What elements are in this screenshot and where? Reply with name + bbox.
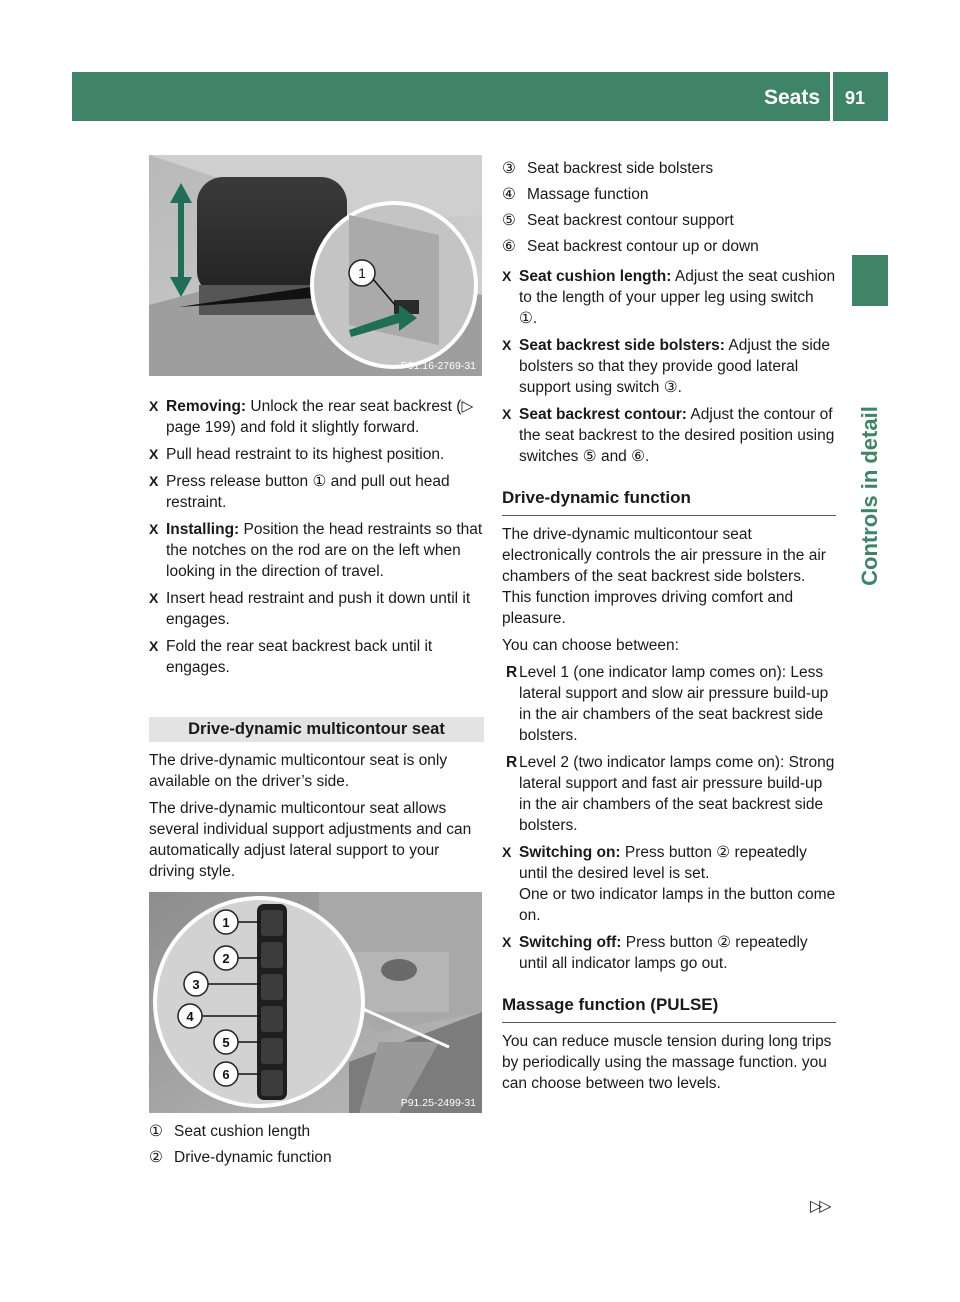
side-tab — [852, 255, 888, 306]
instruction-step — [502, 842, 836, 926]
legend-number: ⑥ — [502, 238, 516, 255]
step-label: Removing: — [166, 398, 247, 415]
seat-switch-illustration — [149, 892, 482, 1113]
legend-number: ① — [149, 1123, 163, 1140]
instruction-step — [149, 396, 484, 438]
instruction-step — [502, 404, 836, 467]
legend-list-left — [149, 1121, 484, 1173]
instruction-step — [502, 932, 836, 974]
head-restraint-illustration — [149, 155, 482, 376]
legend-item — [502, 184, 836, 205]
figure-caption: P91.16-2769-31 — [400, 360, 476, 372]
header-divider — [830, 72, 833, 121]
legend-text: Seat backrest contour up or down — [527, 238, 759, 255]
step-marker-icon: X — [149, 446, 159, 462]
step-text: Position the head restraints so that the notches on the rod are on the left when looking in the direction of travel. — [166, 521, 483, 580]
legend-number: ③ — [502, 160, 516, 177]
right-column — [502, 158, 836, 1100]
paragraph: The drive-dynamic multicontour seat is only available on the driver’s side. — [149, 752, 448, 790]
step-text: Insert head restraint and push it down until it engages. — [166, 590, 471, 628]
instruction-step — [149, 471, 484, 513]
legend-item — [149, 1147, 484, 1168]
legend-text: Seat backrest side bolsters — [527, 160, 714, 177]
bullet-icon: R — [506, 754, 518, 771]
step-marker-icon: X — [502, 406, 512, 422]
step-text: Pull head restraint to its highest position. — [166, 446, 445, 463]
left-column — [149, 396, 484, 684]
callout-1: 1 — [222, 915, 230, 930]
step-marker-icon: X — [502, 844, 512, 860]
paragraph: The drive-dynamic multicontour seat electronically controls the air pressure in the air chambers of the seat backrest side bolsters. This function improves driving comfort and pleasure. — [502, 526, 826, 627]
step-text: One or two indicator lamps in the button come on. — [519, 886, 836, 924]
legend-number: ④ — [502, 186, 516, 203]
instruction-step — [149, 444, 484, 465]
legend-item — [502, 210, 836, 231]
section-block — [149, 717, 484, 888]
head-restraint-figure — [149, 155, 482, 376]
side-label — [848, 316, 892, 676]
step-text: Adjust the seat cushion to the length of your upper leg using switch ①. — [519, 268, 836, 327]
bullet-icon: R — [506, 664, 518, 681]
callout-5: 5 — [222, 1035, 230, 1050]
step-text: Press button ② repeatedly until all indicator lamps go out. — [519, 934, 808, 972]
step-text: Unlock the rear seat backrest (▷ page 199) and fold it slightly forward. — [166, 398, 474, 436]
step-label: Switching off: — [519, 934, 622, 951]
legend-number: ② — [149, 1149, 163, 1166]
step-label: Installing: — [166, 521, 240, 538]
continue-icon: ▷▷ — [810, 1198, 829, 1215]
paragraph: The drive-dynamic multicontour seat allows several individual support adjustments and can automatically adjust lateral support to your driving style. — [149, 800, 472, 880]
step-text: Press release button ① and pull out head restraint. — [166, 473, 450, 511]
paragraph: You can choose between: — [502, 637, 679, 654]
instruction-step — [149, 519, 484, 582]
legend-number: ⑤ — [502, 212, 516, 229]
callout-4: 4 — [186, 1009, 194, 1024]
instruction-step — [502, 335, 836, 398]
step-label: Seat cushion length: — [519, 268, 672, 285]
legend-text: Seat cushion length — [174, 1123, 311, 1140]
side-label-text: Controls in detail — [857, 406, 882, 586]
step-marker-icon: X — [502, 268, 512, 284]
subsection-heading: Massage function (PULSE) — [502, 994, 836, 1023]
callout-6: 6 — [222, 1067, 230, 1082]
legend-text: Massage function — [527, 186, 649, 203]
section-heading: Drive-dynamic multicontour seat — [149, 717, 484, 742]
step-text: Fold the rear seat backrest back until it engages. — [166, 638, 433, 676]
seat-switch-figure — [149, 892, 482, 1113]
legend-item — [502, 158, 836, 179]
step-marker-icon: X — [149, 473, 159, 489]
step-text: Adjust the side bolsters so that they provide good lateral support using switch ③. — [519, 337, 831, 396]
step-marker-icon: X — [502, 934, 512, 950]
instruction-step — [502, 266, 836, 329]
bullet-item — [502, 662, 836, 746]
step-marker-icon: X — [502, 337, 512, 353]
page-number: 91 — [845, 88, 866, 108]
callout-2: 2 — [222, 951, 230, 966]
callout-3: 3 — [192, 977, 200, 992]
legend-text: Seat backrest contour support — [527, 212, 734, 229]
step-marker-icon: X — [149, 398, 159, 414]
bullet-text: Level 2 (two indicator lamps come on): Strong lateral support and fast air pressure build-up in the air chambers of the seat backrest side bolsters. — [519, 754, 835, 834]
instruction-step — [149, 636, 484, 678]
step-label: Seat backrest contour: — [519, 406, 687, 423]
callout-1: 1 — [358, 265, 366, 281]
legend-text: Drive-dynamic function — [174, 1149, 332, 1166]
figure-caption: P91.25-2499-31 — [400, 1097, 476, 1109]
bullet-item — [502, 752, 836, 836]
legend-item — [502, 236, 836, 257]
bullet-text: Level 1 (one indicator lamp comes on): Less lateral support and slow air pressure build-up in the air chambers of the seat backrest side bolsters. — [519, 664, 829, 744]
step-marker-icon: X — [149, 521, 159, 537]
step-marker-icon: X — [149, 590, 159, 606]
subsection-heading: Drive-dynamic function — [502, 487, 836, 516]
legend-item — [149, 1121, 484, 1142]
instruction-step — [149, 588, 484, 630]
step-label: Seat backrest side bolsters: — [519, 337, 725, 354]
paragraph: You can reduce muscle tension during long trips by periodically using the massage function. you can choose between two levels. — [502, 1033, 832, 1092]
step-text: Adjust the contour of the seat backrest to the desired position using switches ⑤ and ⑥. — [519, 406, 835, 465]
step-label: Switching on: — [519, 844, 621, 861]
step-marker-icon: X — [149, 638, 159, 654]
page-section-title: Seats — [764, 86, 821, 109]
step-text: Press button ② repeatedly until the desired level is set. — [519, 844, 807, 882]
